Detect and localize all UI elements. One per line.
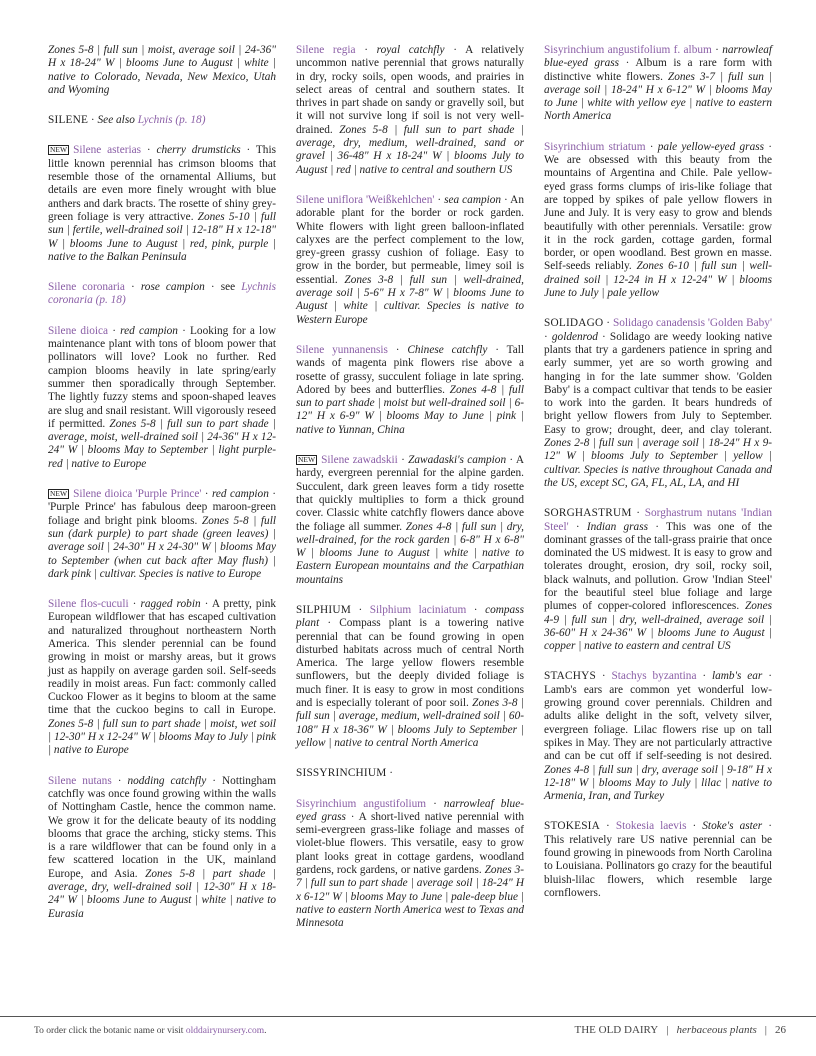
botanic-name-link[interactable]: Silene nutans <box>48 774 112 787</box>
plant-specs: Zones 5-8 | full sun | moist, average soil | 24-36" H x 18-24" W | blooms June to August | white | native to Colorado, Nevada, New Mexico, Utah and Wyoming <box>48 44 276 96</box>
plant-entry: Silene flos-cuculi · ragged robin · A pretty, pink European wildflower that has escaped cultivation and naturalized throughout northeastern North America. This slender perennial can be found growing in moist or marshy areas, but it grows just as happily on average garden soil. Self-seeds readily in moist areas. Fun fact: commonly called Cuckoo Flower as it begins to bloom at the same time that the cuckoo begins to call in Europe. Zones 5-8 | full sun to part shade | moist, wet soil | 12-30" H x 12-24" W | blooms May to July | pink | native to Europe <box>48 598 277 757</box>
plant-description: · Solidago are weedy looking native plants that try a gardeners patience in spring and early summer, yet are so worth growing and hanging in for the late summer show. 'Golden Baby' is a compact cultivar that tends to be easier to work into the garden. It bears hundreds of bright yellow flowers from July to September. Easy to grow; drought, deer, and clay tolerant. <box>544 330 772 436</box>
common-name: compass plant <box>296 603 524 630</box>
plant-description: · A pretty, pink European wildflower that has escaped cultivation and naturalized throughout northeastern North America. This slender perennial can be found growing in moist or marshy areas, but it grows just as happily on average garden soil. Self-seeds readily in moist areas. Fun fact: commonly called Cuckoo Flower as it begins to bloom at the same time that the cuckoo begins to call in Europe. <box>48 598 277 717</box>
botanic-name-link[interactable]: Sisyrinchium striatum <box>544 140 646 153</box>
genus-name: SORGHASTRUM <box>544 507 632 520</box>
plant-description: · We are obsessed with this beauty from the mountains of Argentina and Chile. Pale yellow-eyed grass forms clumps of iris-like foliage that are topped by spikes of pale yellow flowers in June and July. It is very easy to grow and blends beautifully with other perennials. Versatile: grow it in the rock garden, cottage garden, formal border, or open woodland. Best grown en masse. Self-seeds reliably. <box>544 140 772 273</box>
plant-specs: Zones 5-8 | full sun (dark purple) to part shade (green leaves) | average soil | 24-30" H x 24-30" W | blooms May to September (when cut back after May flush) | dark pink | cultivar. Species is native to Europe <box>48 514 276 580</box>
botanic-name-link[interactable]: Silene uniflora 'Weißkehlchen' <box>296 193 435 206</box>
botanic-name-link[interactable]: Solidago canadensis 'Golden Baby' <box>612 317 772 330</box>
plant-entry <box>48 44 276 97</box>
plant-specs: Zones 5-8 | full sun to part shade | average, dry, medium, well-drained, sand or gravel | 36-48" H x 18-24" W | blooms July to August | red | native to central and southern US <box>296 123 524 176</box>
common-name: narrowleaf blue-eyed grass <box>296 797 524 823</box>
plant-specs: Zones 4-8 | full sun | dry, average soil | 9-18" H x 12-18" W | blooms May to July | lilac | native to Armenia, Iran, and Turkey <box>544 763 772 803</box>
brand-name: OLD DAIRY <box>598 1024 659 1036</box>
footer-brand-area <box>575 1024 787 1036</box>
plant-description: · Tall wands of magenta pink flowers rise above a rosette of grassy, succulent foliage in late spring. Adored by bees and butterflies. <box>296 343 524 396</box>
common-name: Chinese catchfly <box>407 343 488 356</box>
new-badge: NEW <box>50 145 68 155</box>
botanic-name-link[interactable]: Silene yunnanensis <box>296 343 388 356</box>
genus-name: SOLIDAGO <box>544 317 604 330</box>
common-name: cherry drumsticks <box>156 144 241 157</box>
plant-description: · Lamb's ears are common yet wonderful low-growing ground cover perennials. Children and adults alike delight in the soft, velvety silver, evergreen foliage. Lilac flowers rise up on tall spikes in May. They are not particularly attractive and can be cut off if self-seeding is not desired. <box>544 670 772 763</box>
botanic-name-link[interactable]: Sorghastrum nutans 'Indian Steel' <box>544 507 772 533</box>
plant-specs: Zones 4-9 | full sun | dry, well-drained, average soil | 36-60" H x 24-36" W | blooms June to August | copper | native to eastern and central US <box>544 600 772 653</box>
plant-entry: Sisyrinchium angustifolium f. album · narrowleaf blue-eyed grass · Album is a rare form with distinctive white flowers. Zones 3-7 | full sun | average soil | 18-24" H x 6-12" W | blooms May to June | white with yellow eye | native to eastern North America <box>544 44 772 123</box>
new-badge: NEW <box>298 455 316 465</box>
plant-entry: Silene nutans · nodding catchfly · Nottingham catchfly was once found growing within the walls of Nottingham Castle, hence the common name. We grow it for the delicate beauty of its nodding blooms that grace the arching, sticky stems. This is a rare wildflower that can be found only in a few scattered location in the UK, mainland Europe, and Asia. Zones 5-8 | part shade | average, dry, well-drained soil | 12-30" H x 18-24" W | blooms June to August | white | native to Eurasia <box>48 774 276 920</box>
botanic-name-link[interactable]: Stachys byzantina <box>611 670 697 683</box>
plant-description: · Nottingham catchfly was once found growing within the walls of Nottingham Castle, hence the common name. We grow it for the delicate beauty of its nodding blooms that grace the arching, sticky stems. This is a rare wildflower that can be found only in a few scattered location in the UK, mainland Europe, and Asia. <box>48 774 276 880</box>
column-3 <box>544 44 772 1004</box>
botanic-name-link[interactable]: Silene coronaria <box>48 281 125 294</box>
catalog-columns <box>48 44 772 1004</box>
genus-heading: SISSYRINCHIUM · <box>296 767 394 780</box>
plant-description: · Album is a rare form with distinctive white flowers. <box>544 57 772 83</box>
cross-reference-link[interactable]: Lychnis (p. 18) <box>137 114 206 127</box>
plant-description: · A relatively uncommon native perennial that grows naturally in dry, rocky soils, open woods, and prairies in select areas of central and southern states. It thrives in part shade on sandy or gravelly soil, but it will not survive long if soil is not very well-drained. <box>296 44 524 136</box>
common-name: lamb's ear <box>711 670 763 683</box>
botanic-name-link[interactable]: Silene zawadskii <box>321 454 398 467</box>
plant-specs: Zones 3-7 | full sun | average soil | 18-24" H x 6-12" W | blooms May to June | white with yellow eye | native to eastern North America <box>544 70 772 123</box>
footer-separator: | <box>666 1024 669 1036</box>
genus-heading: SILENE · See also Lychnis (p. 18) <box>48 114 206 127</box>
genus-name: STOKESIA <box>544 820 600 833</box>
plant-entry: STOKESIA · Stokesia laevis · Stoke's aster · This relatively rare US native perennial can be found growing in pinewoods from North Carolina to Louisiana. Pollinators go crazy for the beautiful bluish-lilac flowers, which resemble large cornflowers. <box>544 820 772 899</box>
plant-entry: Silene coronaria · rose campion · see Lychnis coronaria (p. 18) <box>48 281 276 307</box>
plant-entry: Silene yunnanensis · Chinese catchfly · Tall wands of magenta pink flowers rise above a rosette of grassy, succulent foliage in late spring. Adored by bees and butterflies. Zones 4-8 | full sun to part shade | moist but well-drained soil | 6-12" H x 6-9" W | blooms May to June | pink | native to Yunnan, China <box>296 343 524 436</box>
common-name: Stoke's aster <box>702 820 763 833</box>
plant-specs: Zones 3-8 | full sun | well-drained, average soil | 5-6" H x 7-8" W | blooms June to August | white | cultivar. Species is native to Western Europe <box>296 273 524 326</box>
plant-specs: Zones 2-8 | full sun | average soil | 18-24" H x 9-12" W | blooms July to September | yellow | cultivar. Species is native throughout Canada and the US, except SC, GA, FL, AL, LA, and HI <box>544 437 772 489</box>
common-name: Zawadaski's campion <box>408 454 507 467</box>
common-name: nodding catchfly <box>127 774 207 787</box>
common-name: narrowleaf blue-eyed grass <box>544 44 772 70</box>
botanic-name-link[interactable]: Silene dioica 'Purple Prince' <box>73 488 202 501</box>
plant-entry: NEW Silene dioica 'Purple Prince' · red campion · 'Purple Prince' has fabulous deep maroon-green foliage and bright pink blooms. Zones 5-8 | full sun (dark purple) to part shade (green leaves) | average soil | 24-30" H x 24-30" W | blooms May to September (when cut back after May flush) | dark pink | cultivar. Species is native to Europe <box>48 488 276 580</box>
footer-order-note: To order click the botanic name or visit olddairynursery.com. <box>34 1026 267 1036</box>
cross-reference-link[interactable]: Lychnis coronaria (p. 18) <box>48 281 276 307</box>
plant-entry: SOLIDAGO · Solidago canadensis 'Golden Baby' · goldenrod · Solidago are weedy looking native plants that try a gardeners patience in spring and early summer, yet are so worth growing and hanging in for the late summer show. 'Golden Baby' is a compact cultivar that tends to be easier to work into the garden. It bears hundreds of bright yellow flowers from July to September. Easy to grow; drought, deer, and clay tolerant. Zones 2-8 | full sun | average soil | 18-24" H x 9-12" W | blooms July to September | yellow | cultivar. Species is native throughout Canada and the US, except SC, GA, FL, AL, LA, and HI <box>544 317 772 489</box>
genus-name: SISSYRINCHIUM <box>296 767 387 780</box>
plant-specs: Zones 5-8 | part shade | average, dry, well-drained soil | 12-30" H x 18-24" W | blooms June to August | white | native to Eurasia <box>48 867 276 920</box>
website-link[interactable]: olddairynursery.com <box>185 1026 265 1036</box>
plant-entry: NEW Silene zawadskii · Zawadaski's campion · A hardy, evergreen perennial for the alpine garden. Succulent, dark green leaves form a tidy rosette that quickly multiplies to form a thick ground cover. Classic white catchfly flowers dance above the foliage all summer. Zones 4-8 | full sun | dry, well-drained, for the rock garden | 6-8" H x 6-8" W | blooms June to August | white | native to Eastern European mountains and the Carpathian mountains <box>296 454 524 586</box>
footer-divider <box>0 1016 816 1017</box>
plant-description: · 'Purple Prince' has fabulous deep maroon-green foliage and bright pink blooms. <box>48 488 276 527</box>
plant-specs: Zones 3-7 | full sun to part shade | average soil | 18-24" H x 6-12" W | blooms May to June | pale-deep blue | native to eastern North America west to Texas and Minnesota <box>296 864 524 930</box>
botanic-name-link[interactable]: Sisyrinchium angustifolium f. album <box>544 44 712 56</box>
botanic-name-link[interactable]: Silene regia <box>296 44 356 56</box>
column-1 <box>48 44 276 1004</box>
plant-specs: Zones 4-8 | full sun to part shade | moist but well-drained soil | 6-12" H x 6-9" W | blooms May to June | pink | native to Yunnan, China <box>296 383 524 436</box>
common-name: red campion <box>211 488 269 501</box>
genus-name: SILPHIUM <box>296 603 351 616</box>
plant-entry: NEW Silene asterias · cherry drumsticks · This little known perennial has crimson blooms that resemble those of the ornamental Alliums, but details are even more finely wrought with blue anthers and dark bracts. The rosette of shiny grey-green foliage is very attractive. Zones 5-10 | full sun | fertile, well-drained soil | 12-18" H x 12-18" W | blooms June to August | red, pink, purple | native to the Balkan Peninsula <box>48 144 276 263</box>
section-name: herbaceous plants <box>676 1024 757 1036</box>
botanic-name-link[interactable]: Stokesia laevis <box>615 820 687 833</box>
plant-specs: Zones 5-8 | full sun to part shade | moist, wet soil | 12-30" H x 12-24" W | blooms May to July | pink | native to Europe <box>48 717 276 757</box>
brand-prefix: THE <box>574 1024 599 1036</box>
plant-entry: Sisyrinchium angustifolium · narrowleaf blue-eyed grass · A short-lived native perennial with semi-evergreen grass-like foliage and masses of violet-blue flowers. This versatile, easy to grow plant looks great in cottage gardens, woodland gardens, rock gardens, or native gardens. Zones 3-7 | full sun to part shade | average soil | 18-24" H x 6-12" W | blooms May to June | pale-deep blue | native to eastern North America west to Texas and Minnesota <box>296 797 524 930</box>
plant-description: · This relatively rare US native perennial can be found growing in pinewoods from North Carolina to Louisiana. Pollinators go crazy for the beautiful bluish-lilac flowers, which resemble large cornflowers. <box>544 820 772 899</box>
page-number: 26 <box>775 1024 786 1036</box>
common-name: sea campion <box>444 193 502 206</box>
botanic-name-link[interactable]: Silphium laciniatum <box>369 603 467 616</box>
plant-specs: Zones 3-8 | full sun | average, medium, well-drained soil | 60-108" H x 18-36" W | blooms July to September | yellow | native to central North America <box>296 697 524 749</box>
botanic-name-link[interactable]: Sisyrinchium angustifolium <box>296 797 427 810</box>
genus-name: SILENE <box>48 114 89 127</box>
plant-specs: Zones 5-10 | full sun | fertile, well-drained soil | 12-18" H x 12-18" W | blooms June to August | red, pink, purple | native to the Balkan Peninsula <box>48 210 276 263</box>
botanic-name-link[interactable]: Silene flos-cuculi <box>48 598 129 611</box>
common-name: Indian grass <box>586 520 649 533</box>
plant-specs: Zones 4-8 | full sun | dry, well-drained, for the rock garden | 6-8" H x 6-8" W | blooms June to August | white | native to Eastern European mountains and the Carpathian mountains <box>296 520 524 586</box>
plant-entry: SILPHIUM · Silphium laciniatum · compass plant · Compass plant is a towering native perennial that can be found growing in open disturbed habitats across much of central North America. The large yellow flowers resemble sunflowers, but the deeply divided foliage is much finer. It is easy to grow in most conditions and is especially tolerant of poor soil. Zones 3-8 | full sun | average, medium, well-drained soil | 60-108" H x 18-36" W | blooms July to September | yellow | native to central North America <box>296 603 524 749</box>
common-name: royal catchfly <box>376 44 445 56</box>
plant-entry: SORGHASTRUM · Sorghastrum nutans 'Indian Steel' · Indian grass · This was one of the dominant grasses of the tall-grass prairie that once dominated the US midwest. It is easy to grow and tolerates drought, erosion, dry soil, rocky soil, black walnuts, and pollution. Grow 'Indian Steel' for the beautiful steel blue foliage and large plumes of copper-colored inflorescences. Zones 4-9 | full sun | dry, well-drained, average soil | 36-60" H x 24-36" W | blooms June to August | copper | native to eastern and central US <box>544 507 772 653</box>
plant-entry: Silene dioica · red campion · Looking for a low maintenance plant with tons of bloom power that pollinators will love? Look no further. Red campion blooms heavily in late spring/early summer then sporadically through September. The lightly fuzzy stems and spoon-shaped leaves are slug and snail resistant. Will vigorously reseed if permitted. Zones 5-8 | full sun to part shade | average, moist, well-drained soil | 24-36" H x 12-24" W | blooms May to September | light purple-red | native to Europe <box>48 324 276 470</box>
plant-description: · Compass plant is a towering native perennial that can be found growing in open disturbed habitats across much of central North America. The large yellow flowers resemble sunflowers, but the deeply divided foliage is much finer. It is easy to grow in most conditions and is especially tolerant of poor soil. <box>296 617 524 710</box>
plant-entry: Silene regia · royal catchfly · A relatively uncommon native perennial that grows naturally in dry, rocky soils, open woods, and prairies in select areas of central and southern states. It thrives in part shade on sandy or gravelly soil, but it will not survive long if soil is not very well-drained. Zones 5-8 | full sun to part shade | average, dry, medium, well-drained, sand or gravel | 36-48" H x 18-24" W | blooms July to August | red | native to central and southern US <box>296 44 524 176</box>
common-name: pale yellow-eyed grass <box>657 140 765 153</box>
plant-entry: STACHYS · Stachys byzantina · lamb's ear · Lamb's ears are common yet wonderful low-growing ground cover perennials. Children and adults alike delight in the soft, velvety silver, evergreen foliage. Lilac flowers rise up on tall spikes in May. They are not particularly attractive and can be cut off if self-seeding is not desired. Zones 4-8 | full sun | dry, average soil | 9-18" H x 12-18" W | blooms May to July | lilac | native to Armenia, Iran, and Turkey <box>544 670 772 803</box>
plant-description: · This was one of the dominant grasses of the tall-grass prairie that once dominated the US midwest. It is easy to grow and tolerates drought, erosion, dry soil, rocky soil, black walnuts, and pollution. Grow 'Indian Steel' for the beautiful steel blue foliage and large plumes of copper-colored inflorescences. <box>544 520 772 613</box>
footer-separator: | <box>764 1024 767 1036</box>
common-name: red campion <box>120 324 178 337</box>
botanic-name-link[interactable]: Silene dioica <box>48 324 109 337</box>
plant-description: · This little known perennial has crimson blooms that resemble those of the ornamental Alliums, but details are even more finely wrought with blue anthers and dark bracts. The rosette of shiny grey-green foliage is very attractive. <box>48 144 276 223</box>
common-name: ragged robin <box>140 598 201 611</box>
new-badge: NEW <box>50 489 68 499</box>
plant-description: · A short-lived native perennial with semi-evergreen grass-like foliage and masses of violet-blue flowers. This versatile, easy to grow plant looks great in cottage gardens, woodland gardens, rock gardens, or native gardens. <box>296 810 524 877</box>
plant-specs: Zones 6-10 | full sun | well-drained soil | 12-24 in H x 12-24" W | blooms June to July | pale yellow <box>544 260 772 300</box>
common-name: rose campion <box>140 281 205 294</box>
plant-description: · A hardy, evergreen perennial for the alpine garden. Succulent, dark green leaves form a tidy rosette that quickly multiplies to form a thick ground cover. Classic white catchfly flowers dance above the foliage all summer. <box>296 454 524 533</box>
common-name: goldenrod <box>551 330 598 343</box>
plant-entry: Silene uniflora 'Weißkehlchen' · sea campion · An adorable plant for the border or rock garden. White flowers with light green balloon-inflated calyxes are the perfect complement to the low, grey-green grassy cushion of foliage. Easy to grow in the border, but permeable, limey soil is essential. Zones 3-8 | full sun | well-drained, average soil | 5-6" H x 7-8" W | blooms June to August | white | cultivar. Species is native to Western Europe <box>296 193 524 326</box>
plant-specs: Zones 5-8 | full sun to part shade | average, moist, well-drained soil | 24-36" H x 12-24" W | blooms May to September | light purple-red | native to Europe <box>48 417 276 470</box>
column-2 <box>296 44 524 1004</box>
plant-entry: Sisyrinchium striatum · pale yellow-eyed grass · We are obsessed with this beauty from the mountains of Argentina and Chile. Pale yellow-eyed grass forms clumps of iris-like foliage that are topped by spikes of pale yellow flowers in June and July. It is very easy to grow and blends beautifully with other perennials. Versatile: grow it in the rock garden, cottage garden, formal border, or open woodland. Best grown en masse. Self-seeds reliably. Zones 6-10 | full sun | well-drained soil | 12-24 in H x 12-24" W | blooms June to July | pale yellow <box>544 140 772 300</box>
plant-description: · Looking for a low maintenance plant with tons of bloom power that pollinators will love? Look no further. Red campion blooms heavily in late spring/early summer then sporadically through September. The lightly fuzzy stems and spoon-shaped leaves are slug and snail resistant. Will vigorously reseed if permitted. <box>48 324 276 430</box>
genus-name: STACHYS <box>544 670 596 683</box>
plant-description: · An adorable plant for the border or rock garden. White flowers with light green balloon-inflated calyxes are the perfect complement to the low, grey-green grassy cushion of foliage. Easy to grow in the border, but permeable, limey soil is essential. <box>296 193 524 286</box>
botanic-name-link[interactable]: Silene asterias <box>73 144 142 157</box>
